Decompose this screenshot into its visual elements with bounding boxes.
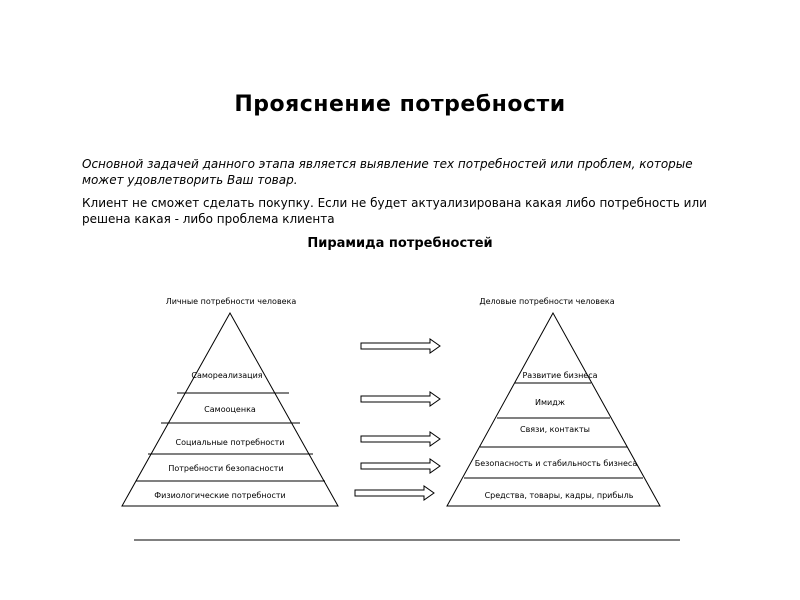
left-level-label: Физиологические потребности [154, 491, 286, 500]
right-arrow-icon [361, 432, 440, 446]
right-arrow-icon [361, 392, 440, 406]
page-title: Прояснение потребности [234, 92, 566, 117]
left-level-label: Социальные потребности [175, 438, 285, 447]
right-pyramid [447, 297, 660, 506]
arrows [355, 339, 440, 500]
intro-italic-text: Основной задачей данного этапа является выявление тех потребностей или проблем, которые может удовлетворить Ваш товар. [82, 157, 693, 187]
left-level-label: Потребности безопасности [168, 464, 284, 473]
right-arrow-icon [355, 486, 434, 500]
right-level-label: Безопасность и стабильность бизнеса [474, 459, 638, 468]
left-level-label: Самооценка [204, 405, 256, 414]
right-arrow-icon [361, 339, 440, 353]
right-level-label: Связи, контакты [520, 425, 590, 434]
intro-plain-text: Клиент не сможет сделать покупку. Если не будет актуализирована какая либо потребность или решена какая - либо проблема клиента [82, 196, 707, 226]
right-level-label: Средства, товары, кадры, прибыль [484, 491, 634, 500]
left-pyramid [122, 297, 338, 506]
right-pyramid-caption: Деловые потребности человека [479, 297, 615, 306]
pyramid-subtitle: Пирамида потребностей [307, 236, 493, 251]
right-arrow-icon [361, 459, 440, 473]
left-pyramid-caption: Личные потребности человека [165, 297, 297, 306]
left-level-label: Самореализация [191, 371, 263, 380]
right-level-label: Имидж [535, 398, 565, 407]
right-pyramid-outline [447, 313, 660, 506]
right-level-label: Развитие бизнеса [522, 371, 598, 380]
